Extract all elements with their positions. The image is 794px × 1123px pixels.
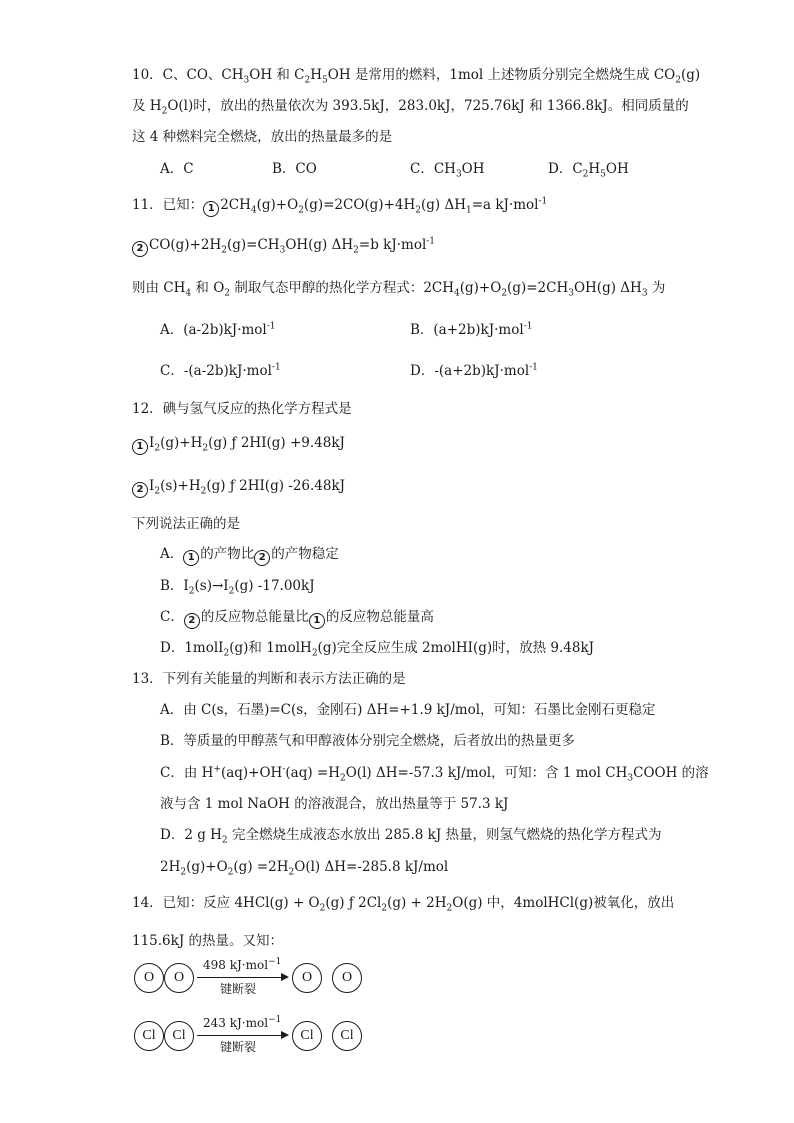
q14-line2: 115.6kJ 的热量。又知： (132, 933, 284, 949)
bond-break-label: 键断裂 (220, 982, 257, 996)
arrow-line (197, 1035, 281, 1036)
q10-option-b[interactable]: B．CO (272, 161, 317, 177)
q11-option-a[interactable]: A．(a-2b)kJ·mol$^{-1}$ (160, 321, 276, 338)
q12-option-b[interactable]: B．$I_2(s)\to I_2(g)$ -17.00kJ (160, 578, 315, 597)
q12-option-d[interactable]: D．1molI$_2$(g)和 1molH$_2$(g)完全反应生成 2molHI(g)时，放热 9.48kJ (160, 640, 595, 659)
atom-o: O (134, 963, 164, 993)
arrow-right-icon (281, 973, 289, 981)
q11-option-d[interactable]: D．-(a+2b)kJ·mol$^{-1}$ (410, 362, 538, 379)
atom-o: O (164, 963, 194, 993)
q10-line1: 10．C、CO、$CH_3OH$ 和 $C_2H_5OH$ 是常用的燃料，1mol 上述物质分别完全燃烧生成 $CO_2(g)$ (132, 67, 701, 86)
atom-cl: Cl (164, 1021, 194, 1051)
circled-number-1: 1 (309, 613, 325, 629)
circled-number-1: 1 (183, 550, 199, 566)
bond-energy-label: 498 kJ·mol$^{-1}$ (203, 957, 282, 972)
circled-number-2: 2 (132, 241, 148, 257)
q13-option-b[interactable]: B．等质量的甲醇蒸气和甲醇液体分别完全燃烧，后者放出的热量更多 (160, 733, 575, 749)
q12-equation-2: 2 $I_2(s)+H_2(g)$ ƒ 2HI(g) -26.48kJ (132, 477, 345, 498)
circled-number-2: 2 (254, 550, 270, 566)
q10-option-c[interactable]: C．$CH_3OH$ (410, 161, 485, 180)
q13-option-d-line1[interactable]: D．2 g $H_2$ 完全燃烧生成液态水放出 285.8 kJ 热量，则氢气燃烧的热化学方程式为 (160, 827, 662, 846)
q12-title: 12．碘与氢气反应的热化学方程式是 (132, 401, 352, 417)
q10-option-a[interactable]: A．C (160, 161, 194, 177)
q13-option-a[interactable]: A．由 C(s，石墨)=C(s，金刚石) ΔH=+1.9 kJ/mol，可知：石墨比金刚石更稳定 (160, 702, 656, 718)
atom-o: O (292, 963, 322, 993)
q10-line3: 这 4 种燃料完全燃烧，放出的热量最多的是 (132, 129, 393, 145)
q13-option-d-line2: $2H_2(g)+O_2(g) =2H_2O(l)$ ΔH=-285.8 kJ/mol (160, 859, 449, 878)
q11-line2: 2 $CO(g)+2H_2(g)=CH_3OH(g)$ $\Delta H_2=b$ kJ·mol$^{-1}$ (132, 236, 435, 257)
q11-stem: 则由 $CH_4$ 和 $O_2$ 制取气态甲醇的热化学方程式：$2CH_4(g)+O_2(g)=2CH_3OH(g)$ $\Delta H_3$ 为 (132, 280, 666, 299)
arrow-right-icon (281, 1031, 289, 1039)
q12-option-a[interactable]: A． 1 的产物比 2 的产物稳定 (160, 545, 339, 566)
q11-option-c[interactable]: C．-(a-2b)kJ·mol$^{-1}$ (160, 362, 281, 379)
q11-line1: 11．已知： 1 $2CH_4(g)+O_2(g)=2CO(g)+4H_2(g)$ $\Delta H_1=a$ kJ·mol$^{-1}$ (132, 196, 548, 216)
q13-option-c-line2: 液与含 1 mol NaOH 的溶液混合，放出热量等于 57.3 kJ (160, 796, 509, 812)
atom-o: O (332, 963, 362, 993)
atom-cl: Cl (292, 1021, 322, 1051)
bond-break-label: 键断裂 (220, 1040, 257, 1054)
circled-number-2: 2 (132, 482, 148, 498)
q10-line2: 及 $H_2O(l)$时，放出的热量依次为 393.5kJ，283.0kJ，725.76kJ 和 1366.8kJ。相同质量的 (132, 98, 689, 117)
q11-option-b[interactable]: B．(a+2b)kJ·mol$^{-1}$ (410, 321, 533, 338)
arrow-line (197, 977, 281, 978)
atom-cl: Cl (332, 1021, 362, 1051)
q13-option-c-line1[interactable]: C．由 $H^+(aq)+OH^-(aq) =H_2O(l)$ ΔH=-57.3 kJ/mol，可知：含 1 mol $CH_3COOH$ 的溶 (160, 764, 709, 784)
q12-option-c[interactable]: C． 2 的反应物总能量比 1 的反应物总能量高 (160, 608, 434, 629)
bond-energy-label: 243 kJ·mol$^{-1}$ (203, 1015, 282, 1030)
circled-number-1: 1 (203, 201, 219, 217)
circled-number-2: 2 (184, 613, 200, 629)
q14-line1: 14．已知：反应 $4HCl(g) + O_2(g)$ ƒ $2Cl_2(g) + 2H_2O(g)$ 中，4molHCl(g)被氧化，放出 (132, 895, 675, 914)
circled-number-1: 1 (132, 439, 148, 455)
atom-cl: Cl (134, 1021, 164, 1051)
q12-stem: 下列说法正确的是 (132, 516, 240, 532)
q10-option-d[interactable]: D．$C_2H_5OH$ (548, 161, 629, 180)
q13-title: 13．下列有关能量的判断和表示方法正确的是 (132, 671, 406, 687)
q12-equation-1: 1 $I_2(g)+H_2(g)$ ƒ 2HI(g) +9.48kJ (132, 434, 345, 455)
